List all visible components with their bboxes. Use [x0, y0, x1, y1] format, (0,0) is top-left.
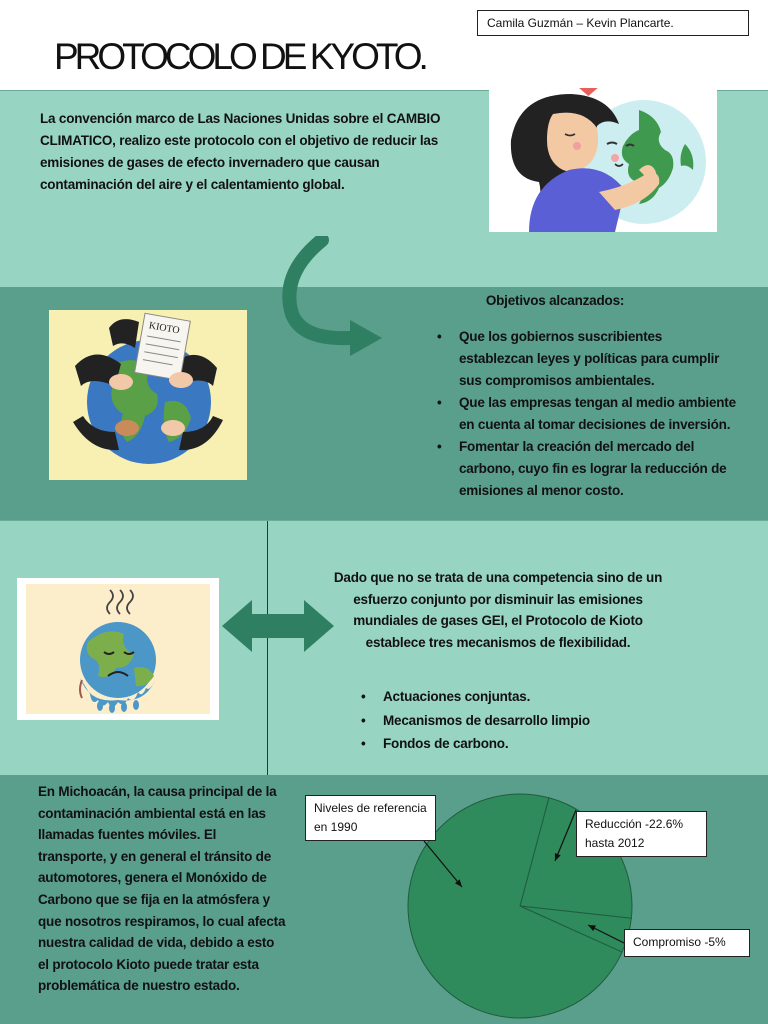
callout-reduction: Reducción -22.6% hasta 2012 — [576, 811, 707, 857]
melting-earth-image — [26, 584, 210, 714]
curved-arrow-icon — [282, 236, 394, 358]
callout-commitment: Compromiso -5% — [624, 929, 750, 957]
kioto-label: KIOTO — [147, 320, 181, 337]
michoacan-text: En Michoacán, la causa principal de la contaminación ambiental está en las llamadas fuentes móviles. El transporte, y en general el tránsito de automotores, genera el Monóxido de Carbono que se fija en la atmósfera y que nosotros respiramos, lo cual afecta nuestra calidad de vida, debido a esto el protocolo Kioto puede tratar esta problemática de nuestro estado. — [38, 784, 286, 994]
list-item: • Fomentar la creación del mercado del carbono, cuyo fin es lograr la reducción de emisiones al menor costo. — [437, 436, 737, 502]
list-item: • Fondos de carbono. — [361, 732, 661, 756]
intro-text: La convención marco de Las Naciones Unidas sobre el CAMBIO CLIMATICO, realizo este protocolo con el objetivo de reducir las emisiones de gases de efecto invernadero que causan contaminación del aire y el calentamiento global. — [40, 111, 441, 192]
list-item: • Que los gobiernos suscribientes establezcan leyes y políticas para cumplir sus compromisos ambientales. — [437, 326, 737, 392]
double-arrow-icon — [222, 598, 334, 654]
mechanisms-text: Dado que no se trata de una competencia sino de un esfuerzo conjunto por disminuir las emisiones mundiales de gases GEI, el Protocolo de Kioto establece tres mecanismos de flexibilidad. — [333, 570, 663, 650]
objectives-title: Objetivos alcanzados: — [485, 293, 625, 308]
hands-globe-kioto-image — [49, 310, 247, 480]
mechanisms-list — [361, 685, 661, 756]
list-item: • Mecanismos de desarrollo limpio — [361, 709, 661, 733]
list-item: • Que las empresas tengan al medio ambiente en cuenta al tomar decisiones de inversión. — [437, 392, 737, 436]
authors-box: Camila Guzmán – Kevin Plancarte. — [477, 10, 749, 36]
page-title: PROTOCOLO DE KYOTO. — [54, 36, 425, 77]
girl-hugging-earth-image — [489, 88, 717, 232]
objectives-list — [437, 326, 737, 502]
list-item: • Actuaciones conjuntas. — [361, 685, 661, 709]
callout-reference-1990: Niveles de referencia en 1990 — [305, 795, 436, 841]
